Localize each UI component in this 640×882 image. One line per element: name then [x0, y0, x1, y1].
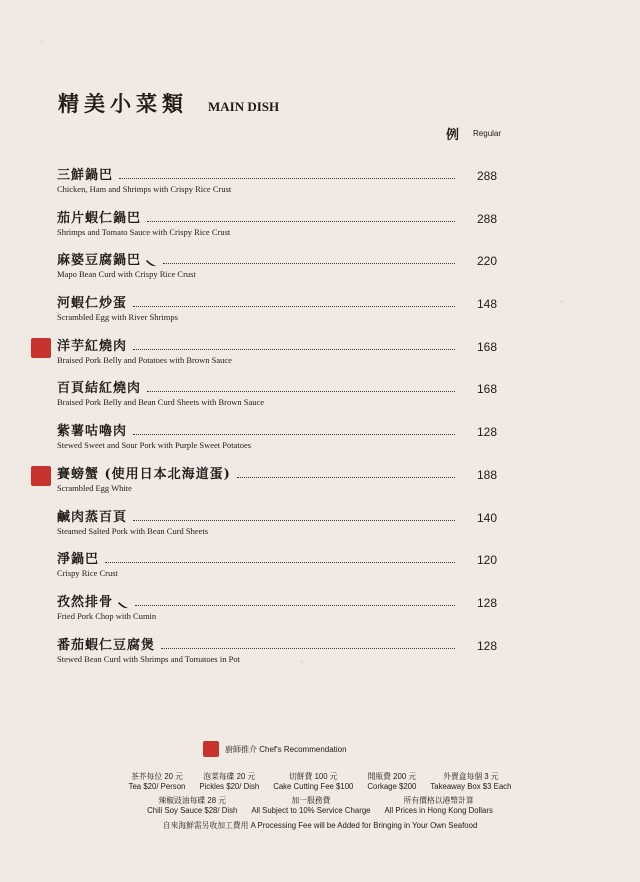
dish-name-en: Fried Pork Chop with Cumin — [57, 610, 157, 621]
dish-name-en: Mapo Bean Curd with Crispy Rice Crust — [57, 269, 196, 280]
fee-en: Corkage $200 — [367, 782, 417, 791]
dish-name-en: Crispy Rice Crust — [57, 568, 118, 579]
dish-name-zh: 百頁結紅燒肉 — [57, 381, 142, 397]
menu-item[interactable] — [57, 590, 497, 633]
dish-price: 128 — [476, 425, 497, 440]
dish-name-zh: 番茄蝦仁豆腐煲 — [57, 637, 156, 653]
menu-item[interactable] — [57, 376, 497, 419]
fee-en: Pickles $20/ Dish — [199, 782, 260, 791]
fee-notes — [0, 772, 640, 835]
regular-label-zh: 例 — [446, 128, 460, 143]
dish-name-en: Chicken, Ham and Shrimps with Crispy Rice Crust — [57, 184, 232, 194]
chef-recommendation-legend — [203, 741, 347, 757]
fee-item — [129, 772, 186, 792]
fee-en: All Subject to 10% Service Charge — [251, 806, 371, 815]
dish-price: 188 — [476, 467, 497, 482]
fee-item — [367, 772, 416, 792]
fee-en: Tea $20/ Person — [128, 782, 186, 791]
dish-name-zh: 洋芋紅燒肉 — [57, 338, 128, 354]
chili-icon — [117, 602, 129, 610]
leader-dots — [147, 220, 455, 222]
dish-price: 120 — [476, 553, 497, 568]
dish-name-en: Stewed Sweet and Sour Pork with Purple Sweet Potatoes — [57, 440, 252, 451]
fee-zh: 自來海鮮需另收加工費用 — [162, 821, 249, 830]
leader-dots — [133, 519, 455, 521]
regular-label-en: Regular — [473, 129, 502, 138]
dish-name-zh: 河蝦仁炒蛋 — [57, 296, 128, 312]
fee-item — [430, 772, 511, 792]
menu-item[interactable] — [57, 547, 497, 590]
fee-zh: 所有價格以港幣計算 — [403, 796, 474, 805]
fee-zh: 茶芥每位 20 元 — [130, 772, 183, 781]
menu-item[interactable] — [57, 334, 497, 377]
price-column-header — [446, 124, 501, 143]
chef-recommendation-icon — [31, 338, 51, 358]
fee-en: Cake Cutting Fee $100 — [273, 782, 354, 791]
dish-price: 148 — [476, 297, 497, 312]
dish-price: 288 — [476, 211, 497, 226]
dish-price: 168 — [476, 339, 497, 354]
chef-recommendation-icon — [203, 741, 219, 757]
menu-item[interactable] — [57, 505, 497, 548]
fee-zh: 加一服務費 — [291, 796, 331, 805]
menu-header — [58, 88, 279, 118]
dish-price: 128 — [476, 595, 497, 610]
dish-name-zh: 孜然排骨 — [57, 594, 114, 610]
leader-dots — [147, 390, 455, 392]
menu-item[interactable] — [57, 633, 497, 676]
legend-text: 廚師推介 Chef's Recommendation — [225, 744, 347, 754]
section-title-zh: 精美小菜類 — [58, 91, 188, 116]
fee-zh: 辣椒豉油每碟 28 元 — [158, 796, 227, 805]
fee-item — [251, 796, 370, 816]
fee-item — [199, 772, 259, 792]
dish-name-en: Braised Pork Belly and Bean Curd Sheets with Brown Sauce — [57, 397, 265, 408]
leader-dots — [133, 348, 455, 350]
fee-zh: 切餅費 100 元 — [289, 772, 338, 781]
fee-row — [0, 820, 640, 831]
dish-name-en: Braised Pork Belly and Potatoes with Brown Sauce — [57, 354, 232, 365]
menu-item[interactable] — [57, 163, 497, 206]
leader-dots — [133, 433, 455, 435]
fee-item — [273, 772, 353, 792]
fee-zh: 外賣盒每個 3 元 — [443, 772, 499, 781]
leader-dots — [237, 476, 455, 478]
leader-dots — [133, 305, 455, 307]
dish-name-en: Steamed Salted Pork with Bean Curd Sheets — [57, 525, 209, 536]
dish-name-zh: 紫薯咕嚕肉 — [57, 424, 128, 440]
menu-item[interactable] — [57, 248, 497, 291]
dish-name-zh: 麻婆豆腐鍋巴 — [57, 253, 142, 269]
dish-name-en: Shrimps and Tomato Sauce with Crispy Rice Crust — [57, 226, 231, 237]
menu-item[interactable] — [57, 291, 497, 334]
dish-name-zh: 茄片蝦仁鍋巴 — [57, 210, 142, 226]
menu-items — [57, 163, 497, 675]
leader-dots — [163, 262, 455, 264]
fee-en: Chili Soy Sauce $28/ Dish — [147, 806, 238, 815]
fee-row — [0, 796, 640, 816]
fee-item — [385, 796, 493, 816]
dish-name-zh: 鹹肉蒸百頁 — [57, 509, 128, 525]
fee-zh: 開瓶費 200 元 — [367, 772, 417, 781]
dish-name-en: Scrambled Egg White — [57, 482, 132, 493]
fee-zh: 泡菜每碟 20 元 — [203, 772, 256, 781]
section-title-en: MAIN DISH — [208, 99, 280, 114]
fee-en: A Processing Fee will be Added for Bringing in Your Own Seafood — [250, 821, 478, 830]
dish-price: 168 — [476, 382, 497, 397]
dish-price: 288 — [476, 169, 497, 183]
menu-item[interactable] — [57, 462, 497, 505]
dish-name-zh: 三鮮鍋巴 — [57, 168, 114, 183]
dish-name-en: Stewed Bean Curd with Shrimps and Tomatoes in Pot — [57, 653, 240, 664]
chili-icon — [145, 260, 157, 268]
menu-item[interactable] — [57, 419, 497, 462]
dish-price: 128 — [476, 638, 497, 653]
fee-item — [163, 820, 478, 831]
dish-price: 220 — [476, 254, 497, 269]
fee-en: Takeaway Box $3 Each — [430, 782, 512, 791]
leader-dots — [161, 647, 455, 649]
leader-dots — [135, 604, 455, 606]
dish-name-zh: 賽螃蟹 (使用日本北海道蛋) — [57, 466, 231, 482]
dish-name-zh: 淨鍋巴 — [57, 552, 100, 568]
paper-speck — [560, 300, 563, 303]
leader-dots — [105, 561, 455, 563]
menu-item[interactable] — [57, 206, 497, 249]
chef-recommendation-icon — [31, 466, 51, 486]
dish-price: 140 — [476, 510, 497, 525]
paper-speck — [40, 40, 43, 43]
fee-item — [147, 796, 237, 816]
leader-dots — [119, 177, 455, 179]
dish-name-en: Scrambled Egg with River Shrimps — [57, 312, 178, 323]
fee-en: All Prices in Hong Kong Dollars — [384, 806, 493, 815]
fee-row — [0, 772, 640, 792]
